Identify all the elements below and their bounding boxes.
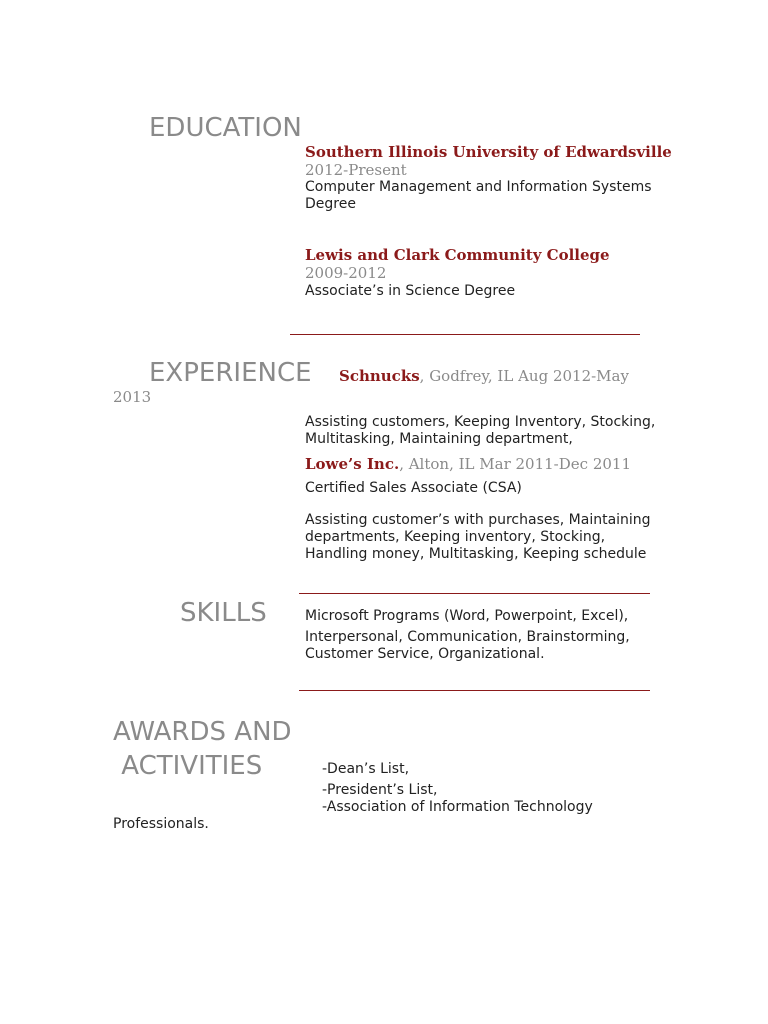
experience-employer-2: Lowe’s Inc. <box>305 455 400 473</box>
awards-heading-line2: ACTIVITIES <box>113 751 263 781</box>
awards-item-2: -President’s List, <box>322 782 438 798</box>
skills-line-3: Customer Service, Organizational. <box>305 646 545 662</box>
skills-line-1: Microsoft Programs (Word, Powerpoint, Excel), <box>305 608 629 624</box>
experience-job-1-header <box>339 368 629 384</box>
experience-details-2: , Alton, IL Mar 2011-Dec 2011 <box>399 455 631 473</box>
awards-item-3-cont: Professionals. <box>113 816 209 832</box>
education-dates-1: 2012-Present <box>305 161 407 179</box>
experience-duties-2-line2: departments, Keeping inventory, Stocking, <box>305 529 606 545</box>
experience-details-1-cont: 2013 <box>113 388 152 406</box>
experience-details-1: , Godfrey, IL Aug 2012-May <box>419 367 629 385</box>
education-school-2: Lewis and Clark Community College <box>305 246 610 264</box>
section-divider-skills <box>299 690 650 691</box>
experience-job-2-header <box>305 456 631 472</box>
education-dates-2: 2009-2012 <box>305 264 387 282</box>
section-divider-experience <box>299 593 650 594</box>
awards-item-3: -Association of Information Technology <box>322 799 593 815</box>
education-heading: EDUCATION <box>149 113 302 143</box>
experience-employer-1: Schnucks <box>339 367 420 385</box>
experience-duties-2-line3: Handling money, Multitasking, Keeping schedule <box>305 546 647 562</box>
skills-heading: SKILLS <box>180 598 267 628</box>
section-divider-education <box>290 334 640 335</box>
skills-line-2: Interpersonal, Communication, Brainstorming, <box>305 629 630 645</box>
education-school-1: Southern Illinois University of Edwardsville <box>305 143 672 161</box>
education-degree-1-line1: Computer Management and Information Systems <box>305 179 652 195</box>
awards-heading-line1: AWARDS AND <box>113 717 292 747</box>
experience-title-2: Certified Sales Associate (CSA) <box>305 480 522 496</box>
education-degree-2: Associate’s in Science Degree <box>305 283 516 299</box>
experience-heading: EXPERIENCE <box>149 358 312 388</box>
education-degree-1-line2: Degree <box>305 196 356 212</box>
experience-duties-1-line1: Assisting customers, Keeping Inventory, Stocking, <box>305 414 656 430</box>
experience-duties-2-line1: Assisting customer’s with purchases, Maintaining <box>305 512 651 528</box>
awards-item-1: -Dean’s List, <box>322 761 410 777</box>
experience-duties-1-line2: Multitasking, Maintaining department, <box>305 431 573 447</box>
